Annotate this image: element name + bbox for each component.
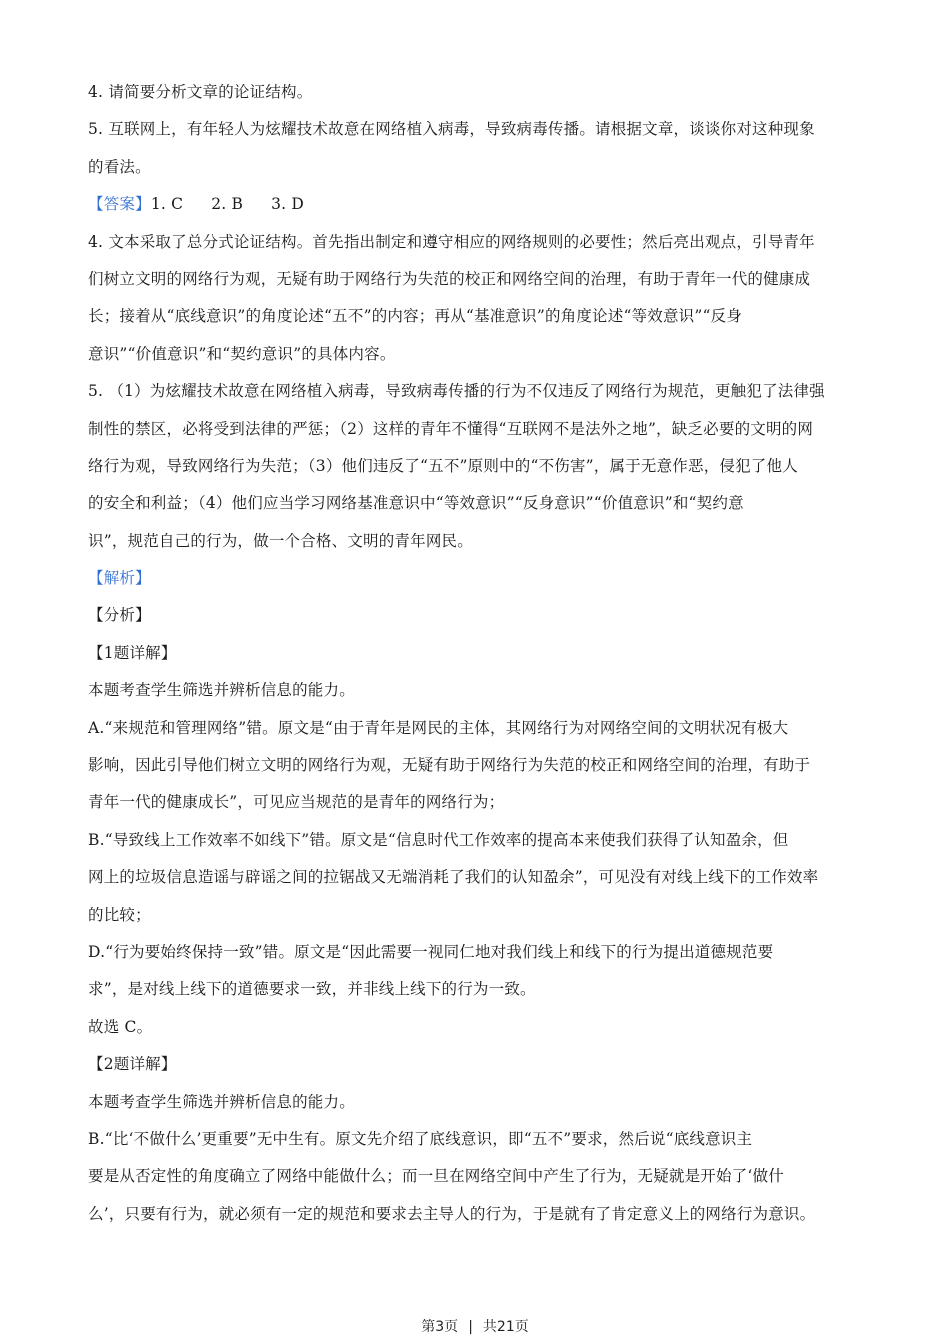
answer-5-line-5: 识”，规范自己的行为，做一个合格、文明的青年网民。 [88, 531, 473, 550]
detail-1-a-line-1: A.“来规范和管理网络”错。原文是“由于青年是网民的主体，其网络行为对网络空间的文明状况有极大 [88, 718, 789, 737]
document-body [88, 74, 878, 1233]
answer-5-line-4: 的安全和利益；（4）他们应当学习网络基准意识中“等效意识”“反身意识”“价值意识”和“契约意 [88, 494, 744, 513]
answer-5-line-2: 制性的禁区，必将受到法律的严惩；（2）这样的青年不懂得“互联网不是法外之地”，缺乏必要的文明的网 [88, 419, 814, 438]
detail-1-d-line-1: D.“行为要始终保持一致”错。原文是“因此需要一视同仁地对我们线上和线下的行为提出道德规范要 [88, 942, 774, 961]
answer-4-line-1: 4. 文本采取了总分式论证结构。首先指出制定和遵守相应的网络规则的必要性；然后亮出观点，引导青年 [88, 232, 815, 251]
answer-5-line-3: 络行为观，导致网络行为失范；（3）他们违反了“五不”原则中的“不伤害”，属于无意作恶，侵犯了他人 [88, 456, 798, 475]
answer-4-line-4: 意识”“价值意识”和“契约意识”的具体内容。 [88, 344, 396, 363]
question-5-line-1: 5. 互联网上，有年轻人为炫耀技术故意在网络植入病毒，导致病毒传播。请根据文章，谈谈你对这种现象 [88, 120, 815, 139]
detail-1-a-line-3: 青年一代的健康成长”，可见应当规范的是青年的网络行为； [88, 793, 505, 812]
answer-item-3: 3. D [271, 195, 305, 214]
detail-1-a-line-2: 影响，因此引导他们树立文明的网络行为观，无疑有助于网络行为失范的校正和网络空间的治理，有助于 [88, 756, 811, 775]
detail-1-b-line-2: 网上的垃圾信息造谣与辟谣之间的拉锯战又无端消耗了我们的认知盈余”，可见没有对线上线下的工作效率 [88, 868, 819, 887]
question-4: 4. 请简要分析文章的论证结构。 [88, 83, 313, 101]
page-footer [0, 1316, 950, 1336]
answer-tag: 【答案】 [88, 195, 151, 214]
detail-1-intro: 本题考查学生筛选并辨析信息的能力。 [88, 681, 355, 700]
detail-2-b-line-3: 么’，只要有行为，就必须有一定的规范和要求去主导人的行为，于是就有了肯定意义上的网络行为意识。 [88, 1204, 816, 1223]
answer-item-2: 2. B [211, 195, 244, 214]
detail-1-b-line-1: B.“导致线上工作效率不如线下”错。原文是“信息时代工作效率的提高本来使我们获得了认知盈余，但 [88, 830, 789, 849]
page-total: 共21页 [482, 1319, 529, 1335]
detail-2-heading: 【2题详解】 [88, 1055, 177, 1074]
answer-line [88, 186, 878, 223]
detail-2-b-line-2: 要是从否定性的角度确立了网络中能做什么；而一旦在网络空间中产生了行为，无疑就是开始了‘做什 [88, 1167, 784, 1186]
analysis-tag: 【解析】 [88, 569, 151, 588]
detail-1-heading: 【1题详解】 [88, 643, 177, 662]
page-number: 第3页 [421, 1319, 459, 1335]
answer-item-1: 1. C [150, 195, 184, 214]
detail-2-b-line-1: B.“比‘不做什么’更重要”无中生有。原文先介绍了底线意识，即“五不”要求，然后说“底线意识主 [88, 1129, 753, 1148]
detail-1-b-line-3: 的比较； [88, 905, 151, 924]
question-5-line-2: 的看法。 [88, 157, 151, 176]
answer-4-line-3: 长；接着从“底线意识”的角度论述“五不”的内容；再从“基准意识”的角度论述“等效意识”“反身 [88, 307, 743, 326]
detail-1-d-line-2: 求”，是对线上线下的道德要求一致，并非线上线下的行为一致。 [88, 980, 536, 999]
footer-separator: | [468, 1319, 473, 1335]
detail-1-conclusion: 故选 C。 [88, 1017, 153, 1036]
detail-2-intro: 本题考查学生筛选并辨析信息的能力。 [88, 1092, 355, 1111]
answer-4-line-2: 们树立文明的网络行为观，无疑有助于网络行为失范的校正和网络空间的治理，有助于青年一代的健康成 [88, 269, 811, 288]
answer-5-line-1: 5. （1）为炫耀技术故意在网络植入病毒，导致病毒传播的行为不仅违反了网络行为规范，更触犯了法律强 [88, 382, 825, 401]
analysis-heading: 【分析】 [88, 606, 151, 625]
